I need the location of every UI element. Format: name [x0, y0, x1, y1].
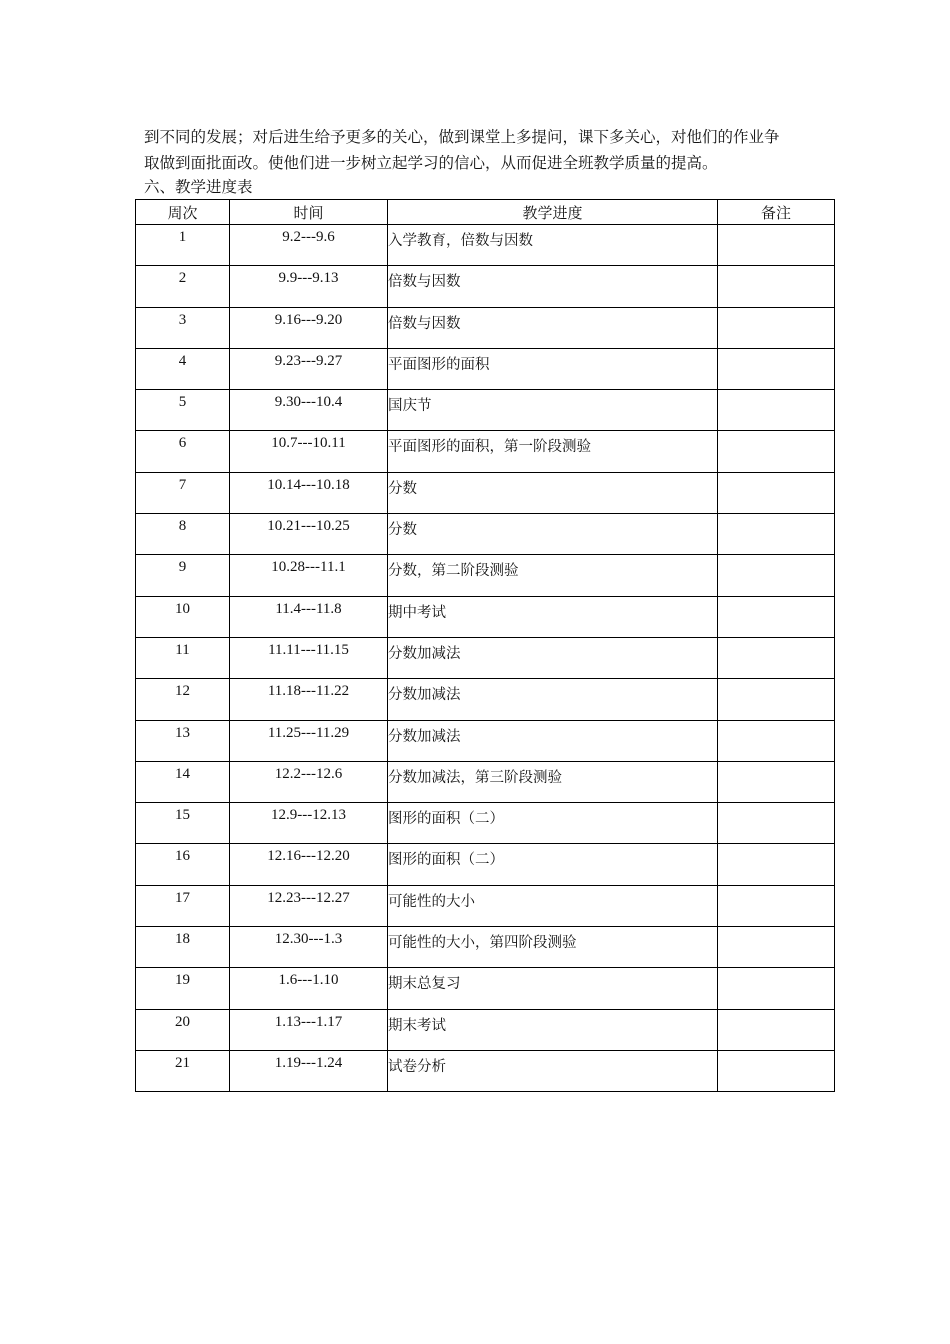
table-row — [136, 844, 835, 885]
cell-remarks — [718, 307, 835, 348]
table-row — [136, 307, 835, 348]
cell-time: 12.9---12.13 — [230, 803, 388, 844]
cell-week: 11 — [136, 637, 230, 678]
cell-remarks — [718, 514, 835, 555]
table-row — [136, 637, 835, 678]
table-row — [136, 514, 835, 555]
header-week: 周次 — [136, 200, 230, 225]
header-progress: 教学进度 — [388, 200, 718, 225]
cell-week: 2 — [136, 266, 230, 307]
cell-time: 12.30---1.3 — [230, 927, 388, 968]
cell-time: 11.11---11.15 — [230, 637, 388, 678]
cell-progress: 期末考试 — [388, 1009, 718, 1050]
cell-week: 12 — [136, 679, 230, 720]
table-row — [136, 596, 835, 637]
cell-week: 19 — [136, 968, 230, 1009]
table-row — [136, 431, 835, 472]
cell-remarks — [718, 266, 835, 307]
cell-time: 11.4---11.8 — [230, 596, 388, 637]
cell-time: 11.18---11.22 — [230, 679, 388, 720]
cell-progress: 国庆节 — [388, 390, 718, 431]
cell-remarks — [718, 596, 835, 637]
table-row — [136, 1050, 835, 1091]
cell-week: 10 — [136, 596, 230, 637]
cell-week: 14 — [136, 761, 230, 802]
cell-remarks — [718, 555, 835, 596]
table-row — [136, 555, 835, 596]
table-row — [136, 885, 835, 926]
table-row — [136, 720, 835, 761]
cell-progress: 平面图形的面积 — [388, 348, 718, 389]
table-row — [136, 472, 835, 513]
cell-time: 12.23---12.27 — [230, 885, 388, 926]
table-body — [136, 225, 835, 1092]
cell-progress: 图形的面积（二） — [388, 844, 718, 885]
cell-time: 10.7---10.11 — [230, 431, 388, 472]
table-row — [136, 390, 835, 431]
table-row — [136, 679, 835, 720]
cell-progress: 分数 — [388, 472, 718, 513]
header-remarks: 备注 — [718, 200, 835, 225]
cell-progress: 图形的面积（二） — [388, 803, 718, 844]
cell-time: 1.6---1.10 — [230, 968, 388, 1009]
cell-week: 1 — [136, 225, 230, 266]
header-time: 时间 — [230, 200, 388, 225]
cell-remarks — [718, 472, 835, 513]
cell-time: 11.25---11.29 — [230, 720, 388, 761]
cell-remarks — [718, 225, 835, 266]
cell-progress: 分数加减法 — [388, 720, 718, 761]
cell-week: 4 — [136, 348, 230, 389]
cell-remarks — [718, 390, 835, 431]
cell-time: 10.28---11.1 — [230, 555, 388, 596]
cell-week: 20 — [136, 1009, 230, 1050]
cell-progress: 分数加减法 — [388, 637, 718, 678]
intro-paragraph-line-2: 取做到面批面改。使他们进一步树立起学习的信心，从而促进全班教学质量的提高。 — [144, 154, 718, 172]
cell-time: 9.9---9.13 — [230, 266, 388, 307]
cell-week: 16 — [136, 844, 230, 885]
table-row — [136, 761, 835, 802]
cell-time: 10.14---10.18 — [230, 472, 388, 513]
cell-remarks — [718, 679, 835, 720]
cell-week: 8 — [136, 514, 230, 555]
cell-progress: 倍数与因数 — [388, 307, 718, 348]
section-heading: 六、教学进度表 — [144, 178, 253, 196]
cell-remarks — [718, 348, 835, 389]
table-row — [136, 927, 835, 968]
cell-progress: 期中考试 — [388, 596, 718, 637]
cell-remarks — [718, 720, 835, 761]
cell-progress: 分数加减法，第三阶段测验 — [388, 761, 718, 802]
cell-week: 3 — [136, 307, 230, 348]
intro-paragraph-line-1: 到不同的发展；对后进生给予更多的关心，做到课堂上多提问，课下多关心，对他们的作业争 — [144, 128, 780, 146]
cell-time: 10.21---10.25 — [230, 514, 388, 555]
cell-progress: 可能性的大小 — [388, 885, 718, 926]
cell-remarks — [718, 1050, 835, 1091]
cell-progress: 可能性的大小，第四阶段测验 — [388, 927, 718, 968]
cell-remarks — [718, 1009, 835, 1050]
cell-week: 9 — [136, 555, 230, 596]
cell-remarks — [718, 803, 835, 844]
cell-time: 9.16---9.20 — [230, 307, 388, 348]
cell-remarks — [718, 927, 835, 968]
cell-time: 1.19---1.24 — [230, 1050, 388, 1091]
cell-progress: 期末总复习 — [388, 968, 718, 1009]
cell-time: 9.30---10.4 — [230, 390, 388, 431]
cell-time: 12.16---12.20 — [230, 844, 388, 885]
cell-progress: 分数，第二阶段测验 — [388, 555, 718, 596]
cell-progress: 平面图形的面积，第一阶段测验 — [388, 431, 718, 472]
cell-progress: 分数 — [388, 514, 718, 555]
cell-week: 17 — [136, 885, 230, 926]
cell-week: 7 — [136, 472, 230, 513]
table-row — [136, 348, 835, 389]
cell-remarks — [718, 968, 835, 1009]
cell-week: 5 — [136, 390, 230, 431]
cell-remarks — [718, 761, 835, 802]
table-row — [136, 266, 835, 307]
table-row — [136, 968, 835, 1009]
table-header-row — [136, 200, 835, 225]
cell-week: 6 — [136, 431, 230, 472]
cell-progress: 分数加减法 — [388, 679, 718, 720]
cell-week: 18 — [136, 927, 230, 968]
cell-remarks — [718, 431, 835, 472]
cell-progress: 倍数与因数 — [388, 266, 718, 307]
cell-time: 1.13---1.17 — [230, 1009, 388, 1050]
cell-week: 13 — [136, 720, 230, 761]
teaching-schedule-table — [135, 199, 835, 1092]
cell-progress: 入学教育，倍数与因数 — [388, 225, 718, 266]
cell-remarks — [718, 885, 835, 926]
cell-week: 21 — [136, 1050, 230, 1091]
cell-remarks — [718, 844, 835, 885]
table-row — [136, 225, 835, 266]
cell-time: 12.2---12.6 — [230, 761, 388, 802]
cell-time: 9.2---9.6 — [230, 225, 388, 266]
cell-week: 15 — [136, 803, 230, 844]
table-row — [136, 803, 835, 844]
table-row — [136, 1009, 835, 1050]
cell-remarks — [718, 637, 835, 678]
cell-time: 9.23---9.27 — [230, 348, 388, 389]
cell-progress: 试卷分析 — [388, 1050, 718, 1091]
